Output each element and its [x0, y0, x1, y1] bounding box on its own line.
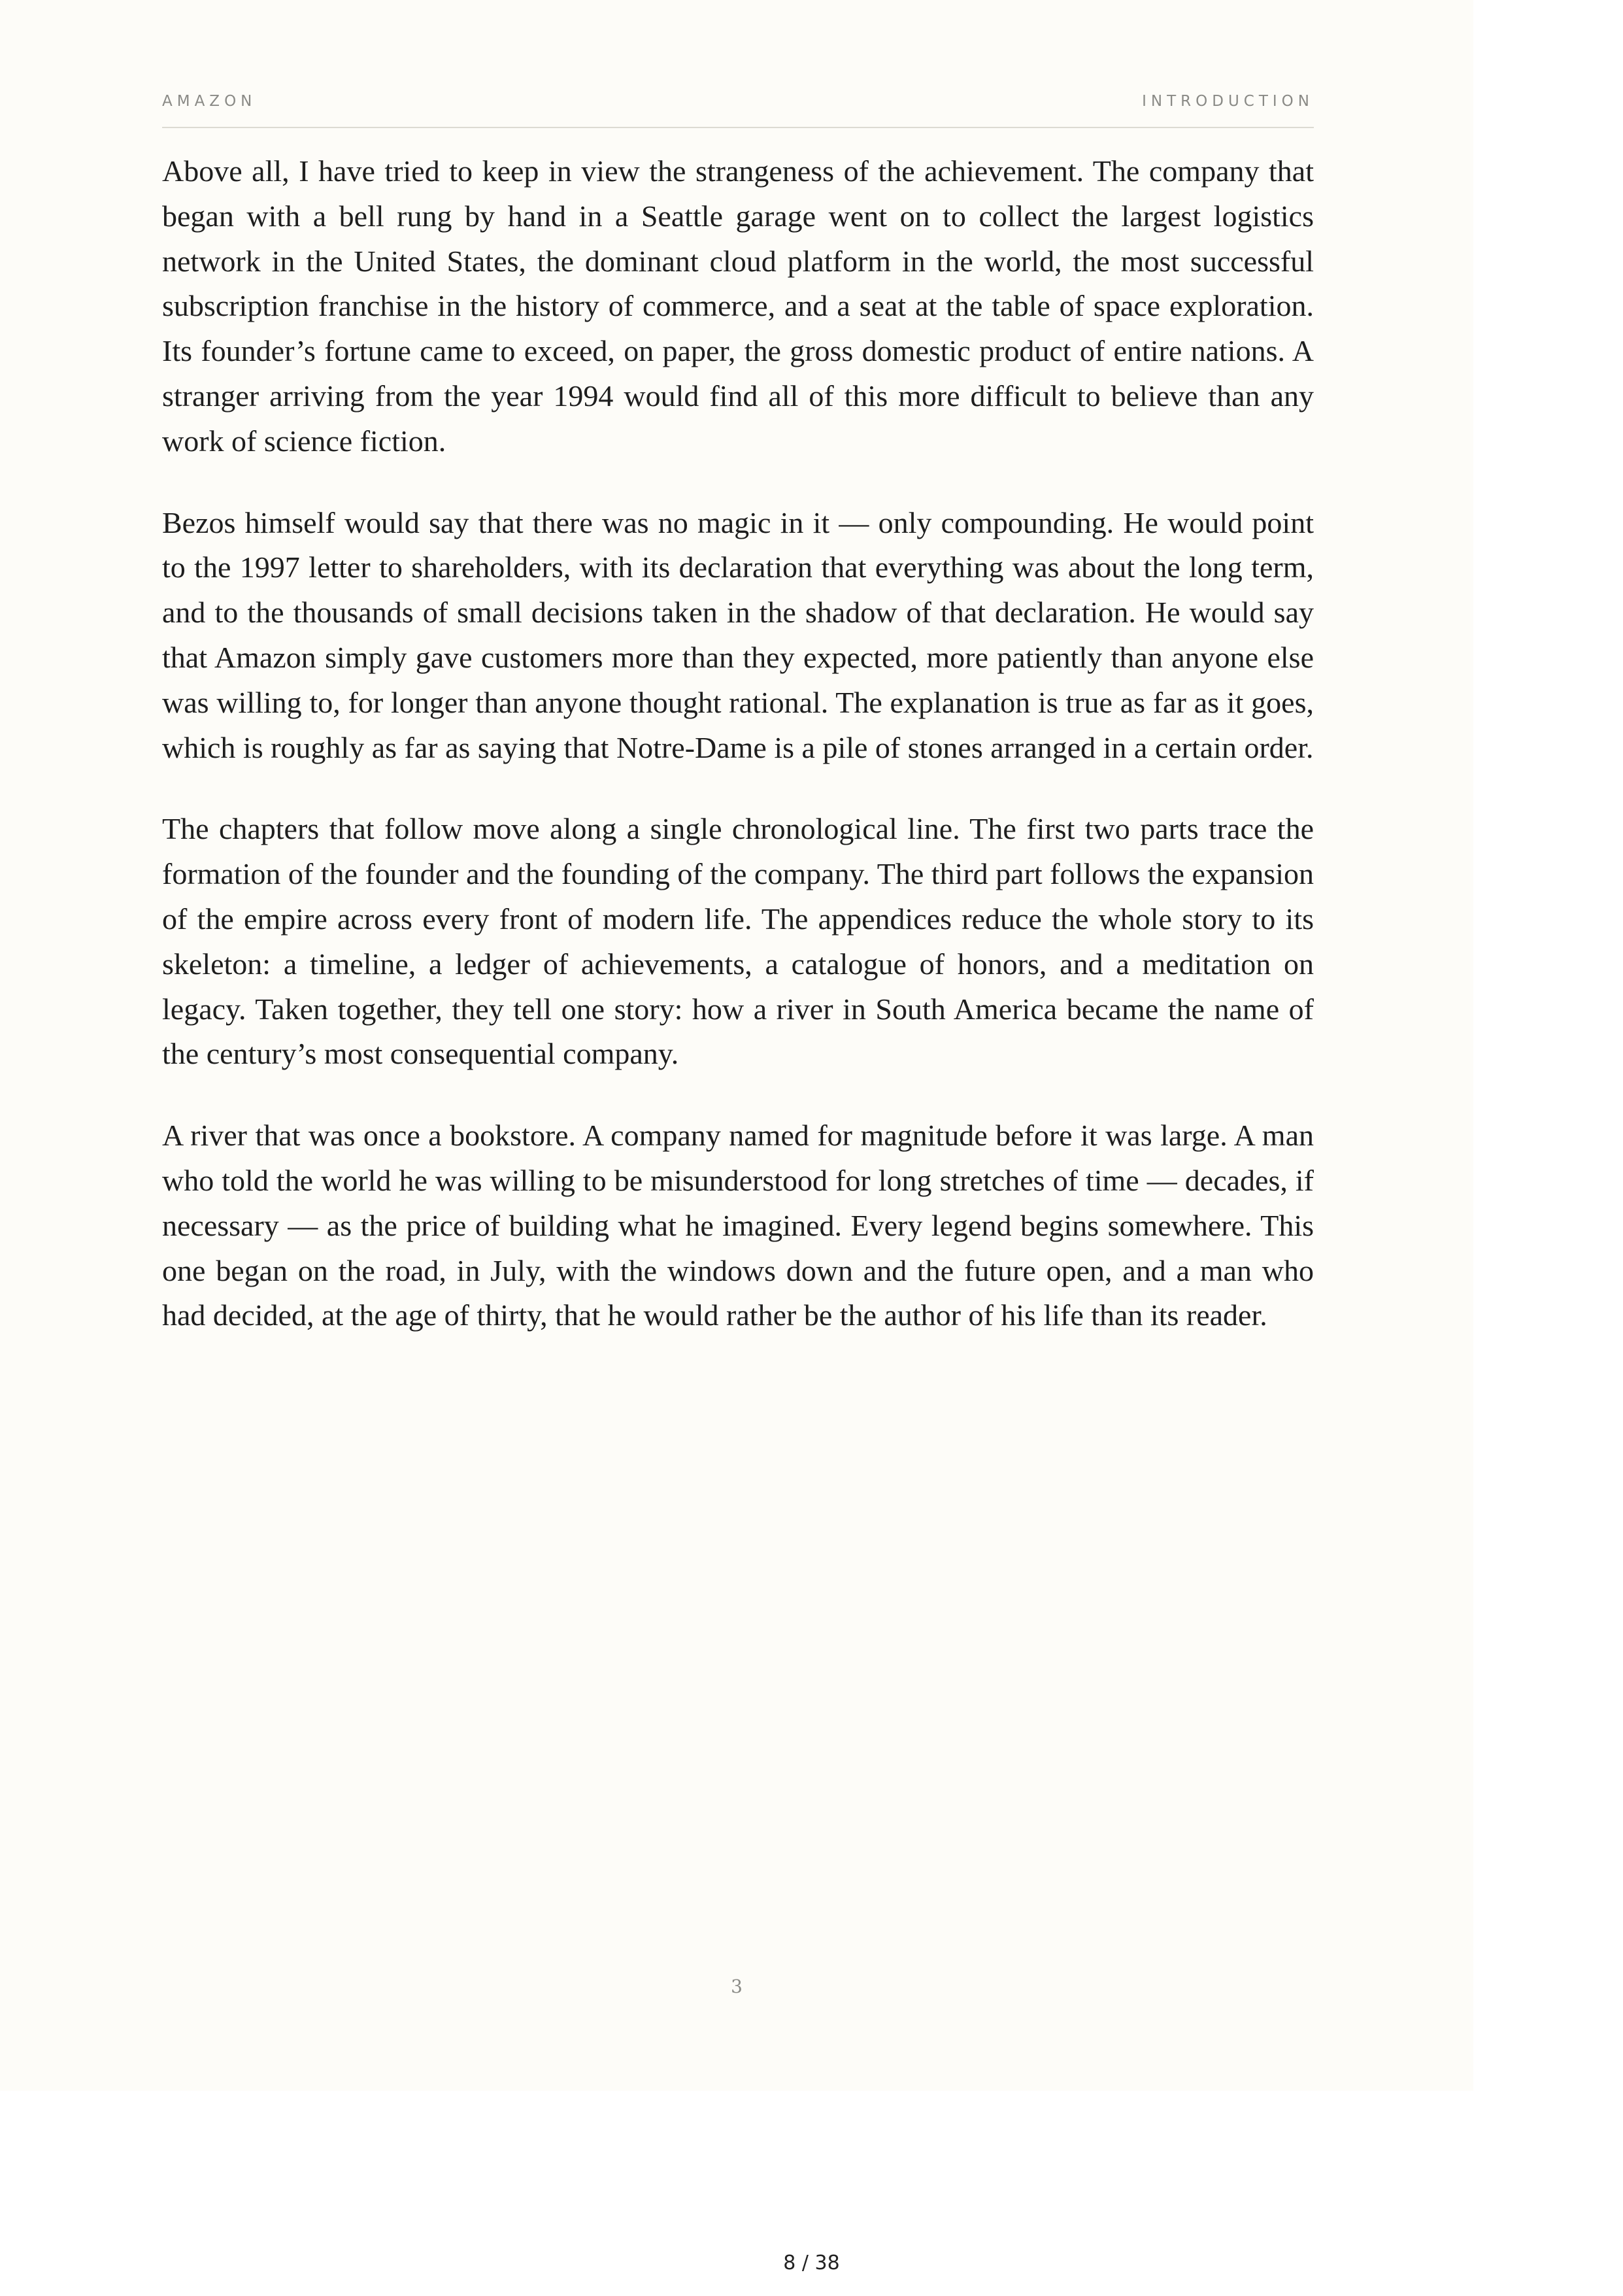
paragraph: Above all, I have tried to keep in view the strangeness of the achievement. The company that began with a bell rung by hand in a Seattle garage went on to collect the largest logistics network in the United States, the dominant cloud platform in the world, the most successful subscription franchise in the history of commerce, and a seat at the table of space exploration. Its founder’s fortune came to exceed, on paper, the gross domestic product of entire nations. A stranger arriving from the year 1994 would find all of this more difficult to believe than any work of science fiction.: [162, 154, 1314, 458]
paragraph: Bezos himself would say that there was no magic in it — only compounding. He would point to the 1997 letter to shareholders, with its declaration that everything was about the long term, and to the thousands of small decisions taken in the shadow of that declaration. He would say that Amazon simply gave customers more than they expected, more patiently than anyone else was willing to, for longer than anyone thought rational. The explanation is true as far as it goes, which is roughly as far as saying that Notre-Dame is a pile of stones arranged in a certain order.: [162, 505, 1314, 764]
body-text: [162, 149, 1314, 1375]
viewer-page-counter: 8 / 38: [783, 2252, 840, 2274]
paragraph: The chapters that follow move along a single chronological line. The first two parts trace the formation of the founder and the founding of the company. The third part follows the expansion of the empire across every front of modern life. The appendices reduce the whole story to its skeleton: a timeline, a ledger of achievements, a catalogue of honors, and a meditation on legacy. Taken together, they tell one story: how a river in South America became the name of the century’s most consequential company.: [162, 812, 1314, 1071]
paragraph: A river that was once a bookstore. A company named for magnitude before it was large. A man who told the world he was willing to be misunderstood for long stretches of time — decades, if necessary — as the price of building what he imagined. Every legend begins somewhere. This one began on the road, in July, with the windows down and the future open, and a man who had decided, at the age of thirty, that he would rather be the author of his life than its reader.: [162, 1119, 1314, 1332]
page-number: 3: [731, 1976, 743, 1997]
header-book-title: AMAZON: [162, 93, 257, 110]
running-header: [162, 93, 1314, 128]
header-section-title: INTRODUCTION: [1142, 93, 1314, 110]
